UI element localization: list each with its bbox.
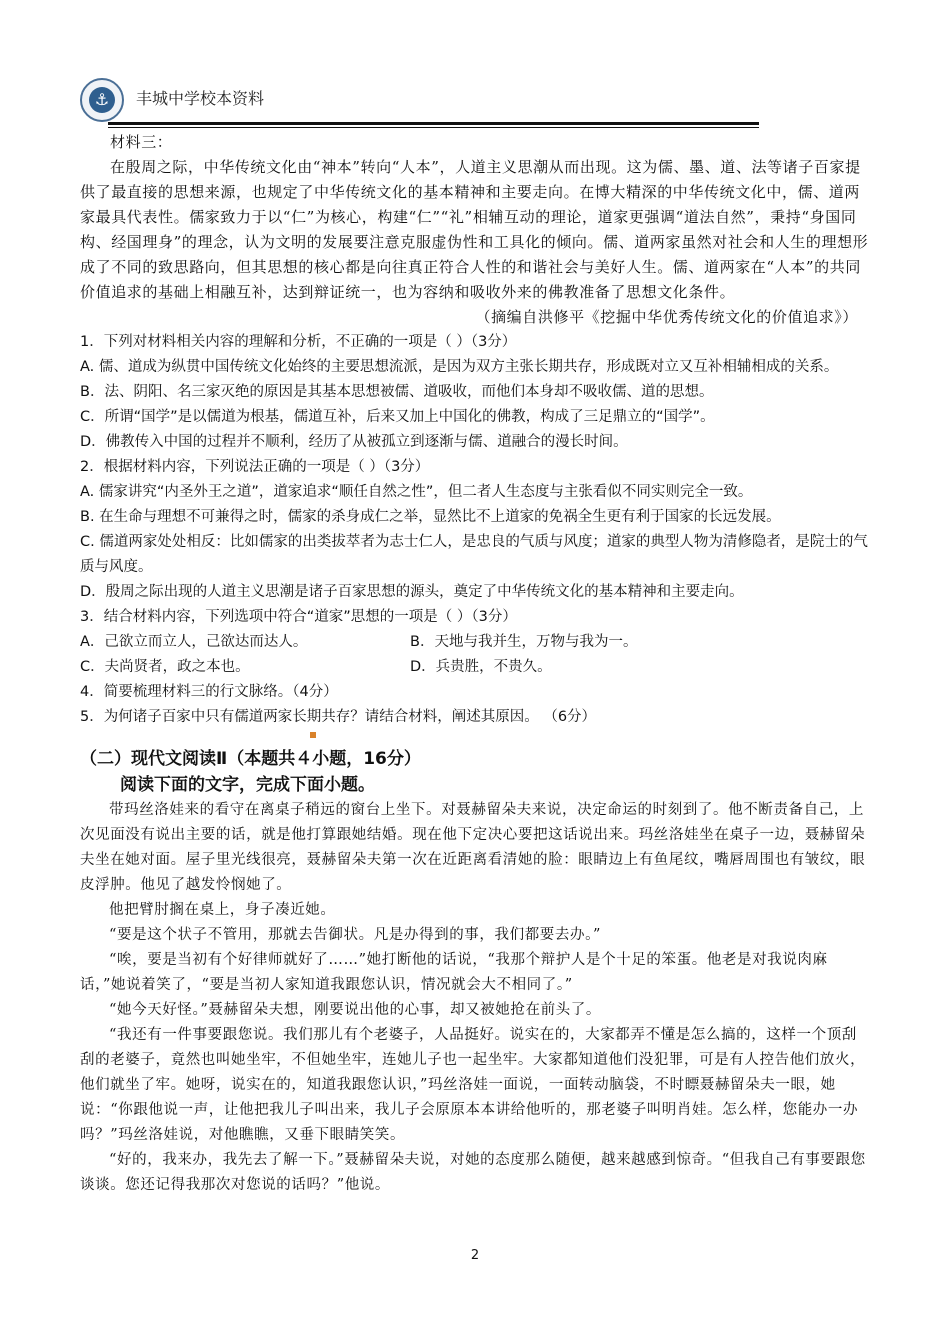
story-paragraph-4: “唉，要是当初有个好律师就好了……”她打断他的话说，“我那个辩护人是个十足的笨蛋。他老是对我说肉麻话，”她说着笑了，“要是当初人家知道我跟您认识，情况就会大不相同了。” <box>80 952 828 993</box>
question-1-option-b: B．法、阴阳、名三家灭绝的原因是其基本思想被儒、道吸收，而他们本身却不吸收儒、道的思想。 <box>80 384 714 400</box>
anchor-marker-icon <box>310 732 316 738</box>
material-source: （摘编自洪修平《挖掘中华优秀传统文化的价值追求》） <box>475 308 858 326</box>
page-number: 2 <box>470 1248 480 1263</box>
question-3-option-b: B．天地与我并生，万物与我为一。 <box>410 634 638 650</box>
main-content <box>80 130 870 1198</box>
question-3-options-row-2 <box>80 655 870 680</box>
header-rule-thick <box>108 122 759 125</box>
question-3-options-row-1 <box>80 630 870 655</box>
question-2-stem: 2．根据材料内容，下列说法正确的一项是（ ）（3分） <box>80 459 430 475</box>
header-rule-thin <box>108 127 759 128</box>
question-1-option-c: C．所谓“国学”是以儒道为根基，儒道互补，后来又加上中国化的佛教，构成了三足鼎立的“国学”。 <box>80 409 715 425</box>
question-1-option-a: A. 儒、道成为纵贯中国传统文化始终的主要思想流派，是因为双方主张长期共存，形成既对立又互补相辅相成的关系。 <box>80 359 839 375</box>
story-paragraph-2: 他把臂肘搁在桌上，身子凑近她。 <box>109 902 336 918</box>
story-paragraph-1: 带玛丝洛娃来的看守在离桌子稍远的窗台上坐下。对聂赫留朵夫来说，决定命运的时刻到了。他不断责备自己，上次见面没有说出主要的话，就是他打算跟她结婚。现在他下定决心要把这话说出来。玛丝洛娃坐在桌子一边，聂赫留朵夫坐在她对面。屋子里光线很亮，聂赫留朵夫第一次在近距离看清她的脸：眼睛边上有鱼尾纹，嘴唇周围也有皱纹，眼皮浮肿。他见了越发怜悯她了。 <box>80 802 866 893</box>
question-2-option-d: D．殷周之际出现的人道主义思潮是诸子百家思想的源头，奠定了中华传统文化的基本精神和主要走向。 <box>80 584 744 600</box>
question-3-stem: 3．结合材料内容，下列选项中符合“道家”思想的一项是（ ）（3分） <box>80 609 517 625</box>
section-2-title: （二）现代文阅读Ⅱ（本题共４小题，16分） <box>80 749 421 769</box>
question-3-option-d: D．兵贵胜，不贵久。 <box>410 659 552 675</box>
page-header <box>80 78 760 124</box>
material-label: 材料三： <box>110 133 173 151</box>
question-2-option-a: A. 儒家讲究“内圣外王之道”，道家追求“顺任自然之性”，但二者人生态度与主张看似不同实则完全一致。 <box>80 484 753 500</box>
story-paragraph-3: “要是这个状子不管用，那就去告御状。凡是办得到的事，我们都要去办。” <box>109 927 601 943</box>
question-1-stem: 1．下列对材料相关内容的理解和分析，不正确的一项是（ ）（3分） <box>80 334 517 350</box>
question-5: 5．为何诸子百家中只有儒道两家长期共存？请结合材料，阐述其原因。 （6分） <box>80 709 597 725</box>
story-paragraph-7: “好的，我来办，我先去了解一下。”聂赫留朵夫说，对她的态度那么随便，越来越感到惊奇。“但我自己有事要跟您谈谈。您还记得我那次对您说的话吗？”他说。 <box>80 1152 866 1193</box>
school-emblem-icon: ⚓ <box>80 78 124 122</box>
material-paragraph: 在殷周之际，中华传统文化由“神本”转向“人本”，人道主义思潮从而出现。这为儒、墨、道、法等诸子百家提供了最直接的思想来源，也规定了中华传统文化的基本精神和主要走向。在博大精深的中华传统文化中，儒、道两家最具代表性。儒家致力于以“仁”为核心，构建“仁”“礼”相辅互动的理论，道家更强调“道法自然”，秉持“身国同构、经国理身”的理念，认为文明的发展要注意克服虚伪性和工具化的倾向。儒、道两家虽然对社会和人生的理想形成了不同的致思路向，但其思想的核心都是向往真正符合人性的和谐社会与美好人生。儒、道两家在“人本”的共同价值追求的基础上相融互补，达到辩证统一，也为容纳和吸收外来的佛教准备了思想文化条件。 <box>80 158 869 301</box>
question-1-option-d: D．佛教传入中国的过程并不顺利，经历了从被孤立到逐渐与儒、道融合的漫长时间。 <box>80 434 628 450</box>
question-3-option-c: C．夫尚贤者，政之本也。 <box>80 659 250 675</box>
question-3-option-a: A．己欲立而立人，己欲达而达人。 <box>80 634 308 650</box>
question-4: 4．简要梳理材料三的行文脉络。（4分） <box>80 684 338 700</box>
school-name: 丰城中学校本资料 <box>136 89 265 108</box>
section-2-instruction: 阅读下面的文字，完成下面小题。 <box>120 775 375 795</box>
story-paragraph-6: “我还有一件事要跟您说。我们那儿有个老婆子，人品挺好。说实在的，大家都弄不懂是怎么搞的，这样一个顶刮刮的老婆子，竟然也叫她坐牢，不但她坐牢，连她儿子也一起坐牢。大家都知道他们没犯罪，可是有人控告他们放火，他们就坐了牢。她呀，说实在的，知道我跟您认识，”玛丝洛娃一面说，一面转动脑袋，不时瞟聂赫留朵夫一眼，她说：“你跟他说一声，让他把我儿子叫出来，我儿子会原原本本讲给他听的，那老婆子叫明肖娃。怎么样，您能办一办吗？”玛丝洛娃说，对他瞧瞧，又垂下眼睛笑笑。 <box>80 1027 866 1143</box>
question-2-option-b: B. 在生命与理想不可兼得之时，儒家的杀身成仁之举，显然比不上道家的免祸全生更有利于国家的长远发展。 <box>80 509 781 525</box>
question-2-option-c: C. 儒道两家处处相反：比如儒家的出类拔萃者为志士仁人，是忠良的气质与风度；道家的典型人物为清修隐者，是院士的气质与风度。 <box>80 534 868 575</box>
story-paragraph-5: “她今天好怪。”聂赫留朵夫想，刚要说出他的心事，却又被她抢在前头了。 <box>109 1002 601 1018</box>
